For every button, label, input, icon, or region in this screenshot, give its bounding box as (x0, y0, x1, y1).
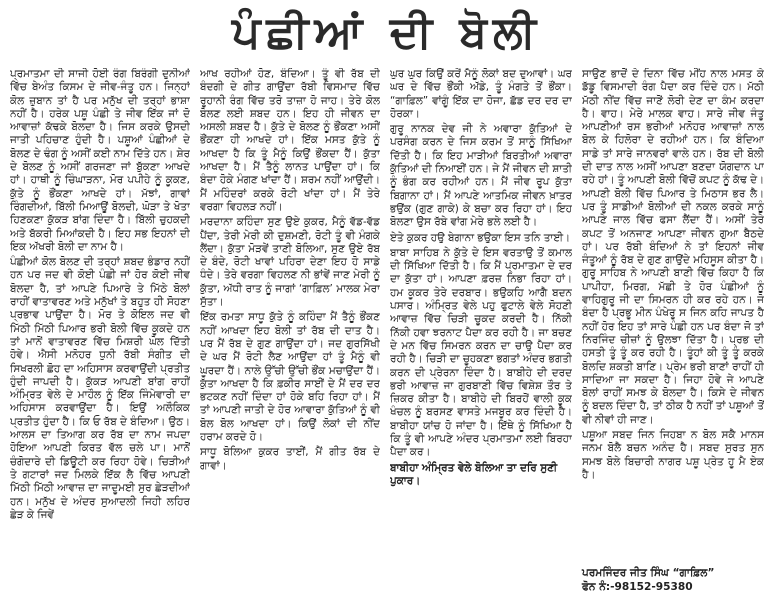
paragraph: ਬਾਬਾ ਸਾਹਿਬ ਨੇ ਕੁੱਤੇ ਦੇ ਇਸ ਵਰਤਾਉ ਤੋਂ ਕਮਾਲ ਦੀ ਸਿੱਖਿਆ ਦਿੱਤੀ ਹੈ। ਕਿ ਮੈਂ ਪ੍ਰਮਾਤਮਾ ਦੇ ਦਰ ਦਾ ਕੁੱਤਾ ਹਾਂ। ਆਪਣਾ ਫ਼ਰਜ਼ ਨਿਭਾ ਰਿਹਾ ਹਾਂ। ਹਮ ਕੂਕਰ ਤੇਰੇ ਦਰਬਾਰ। ਭਉਕਹਿ ਆਗੈ ਬਦਨ ਪਸਾਰ। ਅੰਮ੍ਰਿਤ ਵੇਲੇ ਪਹੁ ਫੁਟਾਲੇ ਵੇਲੇ ਸੋਹਣੀ ਆਵਾਜ਼ ਵਿੱਚ ਚਿੜੀ ਚੂਕਦ ਕਰਦੀ ਹੈ। ਨਿੱਕੀ ਨਿੱਕੀ ਹਵਾ ਝਰਨਾਟ ਪੈਦਾ ਕਰ ਰਹੀ ਹੈ। ਜਾ ਬਚਣ ਦੇ ਮਨ ਵਿੱਚ ਸਿਮਰਨ ਕਰਨ ਦਾ ਚਾਉ ਪੈਦਾ ਕਰ ਰਹੀ ਹੈ। ਚਿੜੀ ਦਾ ਚੂਹਕਣਾ ਭਗਤਾਂ ਅੰਦਰ ਭਗਤੀ ਕਰਨ ਦੀ ਪ੍ਰੇਰਨਾ ਦਿੰਦਾ ਹੈ। ਬਾਬੀਹੇ ਦੀ ਦਰਦ ਭਰੀ ਆਵਾਜ਼ ਜਾ ਗੁਰਬਾਣੀ ਵਿੱਚ ਵਿਸ਼ੇਸ਼ ਤੌਰ ਤੇ ਜ਼ਿਕਰ ਕੀਤਾ ਹੈ। ਬਾਬੀਹੇ ਦੀ ਬਿਰਹੋਂ ਵਾਲੀ ਕੂਕ ਖੰਚਲ ਨੂੰ ਬਰਸਣ ਵਾਸਤੇ ਮਜਬੂਰ ਕਰ ਦਿੰਦੀ ਹੈ। ਬਾਬੀਹਾ ਯਾਂਚ ਹੋ ਜਾਂਦਾ ਹੈ। ਇੱਥੇ ਨੂੰ ਸਿੱਖਿਆ ਹੈ ਕਿ ਤੂੰ ਵੀ ਆਪਣੇ ਅੰਦਰ ਪ੍ਰਮਾਤਮਾ ਲਈ ਬਿਰਹਾ ਪੈਦਾ ਕਰ। (390, 246, 572, 459)
paragraph: ਪ੍ਰਮਾਤਮਾ ਦੀ ਸਾਜੀ ਹੋਈ ਰੰਗ ਬਿਰੰਗੀ ਦੁਨੀਆਂ ਵਿੱਚ ਬੇਅੰਤ ਕਿਸਮ ਦੇ ਜੀਵ-ਜੰਤੂ ਹਨ। ਜਿਨ੍ਹਾਂ ਕੋਲ ਜ਼ੁਬਾਨ ਤਾਂ ਹੈ ਪਰ ਮਨੁੱਖ ਦੀ ਤਰ੍ਹਾਂ ਭਾਸ਼ਾ ਨਹੀਂ ਹੈ। ਹਰੇਕ ਪਸ਼ੂ ਪੰਛੀ ਤੇ ਜੀਵ ਇੱਕ ਜਾਂ ਦੋ ਆਵਾਜ਼ਾਂ ਕੱਢਕੇ ਬੋਲਦਾ ਹੈ। ਜਿਸ ਕਰਕੇ ਉਸਦੀ ਜਾਤੀ ਪਹਿਚਾਣ ਹੁੰਦੀ ਹੈ। ਪਸ਼ੂਆਂ ਪੰਛੀਆਂ ਦੇ ਬੋਲਣ ਦੇ ਢੰਗ ਨੂੰ ਅਸੀਂ ਕਈ ਨਾਮ ਦਿੱਤੇ ਹਨ। ਸ਼ੇਰ ਦੇ ਬੋਲਣ ਨੂੰ ਅਸੀਂ ਗਰਜਣਾ ਜਾਂ ਬੁੱਕਣਾ ਆਖਦੇ ਹਾਂ। ਹਾਥੀ ਨੂੰ ਚਿੰਘਾੜਨਾ, ਮੋਰ ਪਪੀਹੇ ਨੂੰ ਕੂਕਣ, ਕੁੱਤੇ ਨੂੰ ਭੌਂਕਣਾ ਆਖਦੇ ਹਾਂ। ਮੱਝਾਂ, ਗਾਵਾਂ ਰਿੰਗਦੀਆਂ, ਬਿੱਲੀ ਮਿਆਊਂ ਬੋਲਦੀ, ਘੋੜਾ ਤੇ ਖੋਤਾ ਹਿਣਕਣਾ ਕੁੱਕੜ ਬਾਂਗ ਦਿੰਦਾ ਹੈ। ਬਿੱਲੀ ਚੁਹਕਦੀ ਅਤੇ ਬੱਕਰੀ ਮਿਆਂਕਦੀ ਹੈ। ਇਹ ਸਭ ਇਹਨਾਂ ਦੀ ਇਕ ਅੱਖਰੀ ਬੋਲੀ ਦਾ ਨਾਮ ਹੈ। (10, 68, 190, 253)
paragraph: ਆਖ ਰਹੀਆਂ ਹੋਣ, ਬੰਦਿਆ। ਤੂੰ ਵੀ ਰੱਬ ਦੀ ਬੰਦਗੀ ਦੇ ਗੀਤ ਗਾਉਂਦਾ ਰੱਬੀ ਵਿਸਮਾਦ ਵਿੱਚ ਰੂਹਾਨੀ ਰੰਗ ਵਿੱਚ ਤਰੋ ਤਾਜ਼ਾ ਹੋ ਜਾਹ। ਤੇਰੇ ਕੋਲ ਬੋਲਣ ਲਈ ਸ਼ਬਦ ਹਨ। ਇਹ ਹੀ ਜੀਵਨ ਦਾ ਅਸਲੀ ਸ਼ਬਦ ਹੈ। ਕੁੱਤੇ ਦੇ ਬੋਲਣ ਨੂੰ ਭੌਂਕਣਾ ਅਸੀਂ ਭੌਂਕਣਾ ਹੀ ਆਖਦੇ ਹਾਂ। ਇੱਕ ਮਸਤ ਕੁੱਤੇ ਨੂੰ ਆਖਦਾ ਹੈ ਕਿ ਤੂੰ ਮੈਨੂੰ ਕਿਉਂ ਭੌਂਕਦਾ ਹੈਂ। ਕੁੱਤਾ ਆਖਦਾ ਹੈ। ਮੈਂ ਤੈਨੂੰ ਲਾਨਤ ਪਾਉਂਦਾ ਹਾਂ। ਕਿ ਬੰਦਾ ਹੋਕੇ ਮੰਗਣ ਖਾਂਦਾ ਹੈਂ। ਸ਼ਰਮ ਨਹੀਂ ਆਉਂਦੀ। ਮੈਂ ਮਹਿੰਦਰਾਂ ਕਰਕੇ ਰੋਟੀ ਖਾਂਦਾ ਹਾਂ। ਮੈਂ ਤੇਰੇ ਵਰਗਾ ਵਿਹਲੜ ਨਹੀਂ। (200, 68, 380, 213)
article-column-3 (390, 68, 572, 603)
article-title: ਪੰਛੀਆਂ ਦੀ ਬੋਲੀ (232, 7, 542, 58)
paragraph: ਇੱਕ ਰਮਤਾ ਸਾਧੂ ਕੁੱਤੇ ਨੂੰ ਕਹਿੰਦਾ ਮੈਂ ਤੈਨੂੰ ਭੌਂਕਣ ਨਹੀਂ ਆਖਦਾ ਇਹ ਬੋਲੀ ਤਾਂ ਰੱਬ ਦੀ ਦਾਤ ਹੈ। ਪਰ ਮੈਂ ਰੱਬ ਦੇ ਗੁਣ ਗਾਉਂਦਾ ਹਾਂ। ਜਦ ਗੁਰਸਿੱਖੀ ਦੇ ਘਰ ਮੈਂ ਰੋਟੀ ਲੈਣ ਆਉਂਦਾ ਹਾਂ ਤੂੰ ਮੈਨੂੰ ਵੀ ਘੂਰਦਾ ਹੈਂ। ਨਾਲੇ ਉੱਚੀ ਉੱਚੀ ਭੌਂਕ ਮਚਾਉਂਦਾ ਹੈਂ। ਕੁੱਤਾ ਆਖਦਾ ਹੈ ਕਿ ਫ਼ਕੀਰ ਸਾਈਂ ਦੇ ਮੈਂ ਦਰ ਦਰ ਭਟਕਣ ਨਹੀਂ ਦਿੰਦਾ ਹਾਂ ਹੋਕੇ ਬਹਿ ਰਿਹਾ ਹਾਂ। ਮੈਂ ਤਾਂ ਆਪਣੀ ਜਾਤੀ ਦੇ ਹੋਰ ਆਵਾਰਾ ਕੁੱਤਿਆਂ ਨੂੰ ਵੀ ਬੋਲ ਬੋਲ ਆਖਦਾ ਹਾਂ। ਕਿਉਂ ਲੋਕਾਂ ਦੀ ਨੀਂਦ ਹਰਾਮ ਕਰਦੇ ਹੋ। (200, 311, 380, 444)
article-column-2 (200, 68, 380, 548)
article-column-1 (10, 68, 190, 548)
author-phone: ਫੋਨ ਨੰ:-98152-95380 (582, 581, 693, 593)
verse: ਮਰਦਾਨਾ ਕਹਿੰਦਾ ਸੁਣ ਉਏ ਕੁਕਰ, ਮੈਨੂੰ ਵੱਡ-ਵੱਡ ਪੈਂਦਾ, ਤੇਰੀ ਮੇਰੀ ਕੀ ਦੁਸ਼ਮਣੀ, ਰੋਟੀ ਤੂੰ ਵੀ ਮੰਗਕੇ ਲੈਂਦਾ। ਕੁੱਤਾ ਮੋੜਵੇਂ ਤਾਣੀ ਬੋਲਿਆ, ਸੁਣ ਉਏ ਰੱਬ ਦੇ ਬੰਦੇ, ਰੋਟੀ ਖਾਵਾਂ ਪਹਿਰਾ ਦੇਣਾ ਇਹ ਹੋ ਸਾਡੇ ਧੰਦੇ। ਤੇਰੇ ਵਰਗਾ ਵਿਹਲਣ ਨੀ ਭਾਂਵੇਂ ਜਾਣ ਮੇਰੀ ਨੂੰ ਕੁੱਤਾ, ਅੱਧੀ ਰਾਤ ਨੂੰ ਜਾਗਾਂ ‘ਗਾਫ਼ਿਲ’ ਮਾਲਕ ਮੇਰਾ ਸੁੱਤਾ। (200, 216, 380, 309)
verse: ਘੁਰ ਘੁਰ ਕਿਉਂ ਕਰੇਂ ਮੈਨੂੰ ਲੋਕਾਂ ਬਦ ਦੁਆਵਾਂ। ਘਰ ਘਰ ਦੇ ਵਿੱਚ ਭੌਂਕੀ ਅੱਡੇ, ਤੂੰ ਮੰਗਤੇ ਤੋਂ ਭੌਂਕਾ। “ਗਾਫ਼ਿਲ” ਵਾਂਗੂੰ ਇੱਕ ਦਾ ਹੋਜਾ, ਛੱਡ ਦਰ ਦਰ ਦਾ ਹੋਰਕਾ। (390, 68, 572, 120)
author-name: ਪਰਮਜਿੰਦਰ ਜੀਤ ਸਿੰਘ “ਗਾਫ਼ਿਲ” (582, 567, 715, 579)
paragraph: ਸਾਉਣ ਭਾਦੋਂ ਦੇ ਦਿਨਾ ਵਿੱਚ ਮੀਂਹ ਨਾਲ ਮਸਤ ਕੇ ਡੱਡੂ ਵਿਸਮਾਦੀ ਰੰਗ ਪੈਦਾ ਕਰ ਦਿੰਦੇ ਹਨ। ਮੱਠੀ ਮੱਠੀ ਨੀਂਦ ਵਿੱਚ ਜਾਣੋਂ ਲੋਰੀ ਦੇਣ ਦਾ ਕੰਮ ਕਰਦਾ ਹੈ। ਵਾਹ। ਮੇਰੇ ਮਾਲਕ ਵਾਹ। ਸਾਰੇ ਜੀਵ ਜੰਤੂ ਆਪਣੀਆਂ ਰਸ ਭਰੀਆਂ ਮਨੋਹਰ ਆਵਾਜ਼ਾਂ ਨਾਲ ਬੋਲ ਕੇ ਹਿਲੋਰਾ ਦੇ ਰਹੀਆਂ ਹਨ। ਕਿ ਬੰਦਿਆ ਸਾਡੇ ਤਾਂ ਸਾਰੇ ਜਾਨਵਰਾਂ ਵਾਲੇ ਹਨ। ਰੱਬ ਦੀ ਬੋਲੀ ਦੀ ਦਾਤ ਨਾਲ ਅਸੀਂ ਆਪਣਾ ਬਣਦਾ ਯੋਗਦਾਨ ਪਾ ਰਹੇ ਹਾਂ। ਤੂੰ ਆਪਣੀ ਬੋਲੀ ਵਿੱਚੋਂ ਕਪਟ ਨੂੰ ਕੱਢ ਦੇ। ਆਪਣੀ ਬੋਲੀ ਵਿੱਚ ਪਿਆਰ ਤੇ ਮਿਠਾਸ ਭਰ ਲੈ। ਪਰ ਤੂੰ ਸਾਡੀਆਂ ਬੋਲੀਆਂ ਦੀ ਨਕਲ ਕਰਕੇ ਸਾਨੂੰ ਆਪਣੇ ਜਾਲ ਵਿੱਚ ਫਸਾ ਲੈਂਦਾ ਹੈਂ। ਅਸੀਂ ਤੇਰੇ ਕਪਟ ਤੋਂ ਅਨਜਾਣ ਆਪਣਾ ਜੀਵਨ ਗੁਆ ਬੈਠਦੇ ਹਾਂ। ਪਰ ਰੱਬੀ ਬੰਦਿਆਂ ਨੇ ਤਾਂ ਇਹਨਾਂ ਜੀਵ ਜੰਤੂਆਂ ਨੂੰ ਰੱਬ ਦੇ ਗੁਣ ਗਾਉਂਦੇ ਮਹਿਸੂਸ ਕੀਤਾ ਹੈ। ਗੁਰੂ ਸਾਹਿਬ ਨੇ ਆਪਣੀ ਬਾਣੀ ਵਿੱਚ ਕਿਹਾ ਹੈ ਕਿ ਪਾਪੀਹਾ, ਮਿਰਗ, ਮੱਛੀ ਤੇ ਹੋਰ ਪੰਛੀਆਂ ਨੂੰ ਵਾਹਿਗੁਰੂ ਜੀ ਦਾ ਸਿਮਰਨ ਹੀ ਕਰ ਰਹੇ ਹਨ। ਜੋ ਬੰਦਾ ਹੈ ਪ੍ਰਭੂ ਮੀਨ ਪੰਖੇਰੂ ਸ ਜਿਨ ਕਹਿ ਜਾਪਤ ਹੈ ਨਹੀਂ ਹੋਰ ਇਹ ਤਾਂ ਸਾਰੇ ਪੰਛੀ ਹਨ ਪਰ ਬੰਦਾ ਜੋ ਤਾਂ ਨਿਰਜਿੰਦ ਚੀਜ਼ਾਂ ਨੂੰ ਉਲਝਾ ਦਿੱਤਾ ਹੈ। ਪ੍ਰਭ ਦੀ ਹਸਤੀ ਤੂੰ ਤੂੰ ਕਰ ਰਹੀ ਹੈ। ਤੂੰਹਾਂ ਕੀ ਤੂੰ ਤੂੰ ਕਰਕੇ ਬੋਲਦਿ ਸ਼ਕਤੀ ਬਾਣਿ। ਪ੍ਰੇਮ ਭਰੀ ਬਾਣਾਂ ਰਾਹੀਂ ਹੀ ਸਾਦਿਆ ਜਾ ਸਕਦਾ ਹੈ। ਜਿਹਾ ਹੋਵੇ ਜੇ ਆਪਣੇ ਬੋਲਾਂ ਰਾਹੀਂ ਸਮਝ ਕੇ ਬੋਲਦਾ ਹੈ। ਕਿਸੇ ਦੇ ਜੀਵਨ ਨੂੰ ਬਦਲ ਦਿੰਦਾ ਹੈ, ਤਾਂ ਠੀਕ ਹੈ ਨਹੀਂ ਤਾਂ ਪਸ਼ੂਆਂ ਤੋਂ ਵੀ ਨੀਵਾਂ ਹੀ ਜਾਣ। (582, 68, 764, 426)
paragraph: ਗੁਰੂ ਨਾਨਕ ਦੇਵ ਜੀ ਨੇ ਅਵਾਰਾ ਕੁੱਤਿਆਂ ਦੇ ਪਰਸੰਗ ਕਰਨ ਦੇ ਜਿਸ ਕਰਮ ਤੋਂ ਸਾਨੂੰ ਸਿੱਖਿਆ ਦਿੱਤੀ ਹੈ। ਕਿ ਇਹ ਮਾੜੀਆਂ ਬਿਰਤੀਆਂ ਅਵਾਰਾ ਕੁੱਤਿਆਂ ਦੀ ਨਿਆਈਂ ਹਨ। ਜੇ ਮੈਂ ਜੀਵਨ ਦੀ ਸ਼ਾਤੀ ਨੂੰ ਭੰਗ ਕਰ ਰਹੀਆਂ ਹਨ। ਮੈਂ ਜੀਵ ਰੂਪ ਕੁੱਤਾ ਬਿਗਾਨਾ ਹਾਂ। ਮੈਂ ਆਪਣੇ ਆਤਮਿਕ ਜੀਵਨ ਖ਼ਾਤਰ ਭਉਂਕ (ਗੁਣ ਗਾਕੇ) ਕੇ ਬਚਾ ਕਰ ਰਿਹਾ ਹਾਂ। ਇਹ ਬੋਲਣਾ ਉਸ ਰੱਬੇ ਵਾਂਗ ਮੇਰੇ ਭਲੇ ਲਈ ਹੈ। (390, 123, 572, 229)
verse: ਸਾਧੂ ਬੋਲਿਆ ਕੁਕਰ ਤਾਈਂ, ਮੈਂ ਗੀਤ ਰੱਬ ਦੇ ਗਾਵਾਂ। (200, 446, 380, 472)
verse: ਪਸ਼ੂਆ ਸਬਦ ਜਿਨ ਜਿਹਬਾ ਨ ਬੋਲ ਸਕੈ ਮਾਨਸ ਜਨਮ ਬੋਲੈ ਬਚਨ ਅਨੰਦ ਹੈ। ਸਬਦ ਸੁਰਤ ਸੁਨ ਸਮਝ ਬੋਲੇ ਬਿਚਾਰੀ ਨਾਗਰ ਪਸ਼ੂ ਪ੍ਰੇਤ ਹੂ ਮੈ ਏਕ ਹੈ। (582, 429, 764, 481)
closing-quote: ਬਾਬੀਹਾ ਅੰਮ੍ਰਿਤ ਵੇਲੇ ਬੋਲਿਆ ਤਾ ਦਰਿ ਸੁਣੀ ਪੁਕਾਰ। (390, 461, 558, 487)
verse: ਏਤੇ ਕੁਕਰ ਹਉ ਬੇਗਾਨਾ ਭਉਕਾ ਇਸ ਤਨਿ ਤਾਈ। (390, 231, 570, 244)
article-column-4 (582, 68, 764, 558)
author-signature (582, 566, 766, 594)
paragraph: ਪੰਛੀਆਂ ਕੋਲ ਬੋਲਣ ਦੀ ਤਰ੍ਹਾਂ ਸ਼ਬਦ ਭੰਡਾਰ ਨਹੀਂ ਹਨ ਪਰ ਜਦ ਵੀ ਕੋਈ ਪੰਛੀ ਜਾਂ ਹੋਰ ਕੋਈ ਜੀਵ ਬੋਲਦਾ ਹੈ, ਤਾਂ ਆਪਣੇ ਪਿਆਰੇ ਤੇ ਮਿੱਠੇ ਬੋਲਾਂ ਰਾਹੀਂ ਵਾਤਾਵਰਣ ਅਤੇ ਮਨੁੱਖਾਂ ਤੇ ਬਹੁਤ ਹੀ ਸੋਹਣਾ ਪ੍ਰਭਾਵ ਪਾਉਂਦਾ ਹੈ। ਮੋਰ ਤੇ ਕੋਇਲ ਜਦ ਵੀ ਮਿੱਠੀ ਮਿੱਠੀ ਪਿਆਰ ਭਰੀ ਬੋਲੀ ਵਿੱਚ ਕੂਕਦੇ ਹਨ ਤਾਂ ਮਾਨੋਂ ਵਾਤਾਵਰਣ ਵਿੱਚ ਮਿਸ਼ਰੀ ਘੋਲ ਦਿੱਤੀ ਹੋਵੇ। ਐਸੀ ਮਨੋਹਰ ਧੁਨੀ ਰੱਬੀ ਸੰਗੀਤ ਦੀ ਸਿਖਰਲੀ ਛੋਹ ਦਾ ਅਹਿਸਾਸ ਕਰਵਾਉਂਦੀ ਪ੍ਰਤੀਤ ਹੁੰਦੀ ਜਾਪਦੀ ਹੈ। ਕੁੱਕੜ ਆਪਣੀ ਬਾਂਗ ਰਾਹੀਂ ਅੰਮ੍ਰਿਤ ਵੇਲੇ ਦੇ ਮਾਹੌਲ ਨੂੰ ਇੱਕ ਜਿੰਮੇਵਾਰੀ ਦਾ ਅਹਿਸਾਸ ਕਰਵਾਉਂਦਾ ਹੈ। ਇਉਂ ਅਲੌਕਿਕ ਪ੍ਰਤੀਤ ਹੁੰਦਾ ਹੈ। ਕਿ ਓ ਰੱਬ ਦੇ ਬੰਦਿਆ। ਉਠ। ਆਲਸ ਦਾ ਤਿਆਗ ਕਰ ਰੱਬ ਦਾ ਨਾਮ ਜਪਦਾ ਹੋਇਆ ਆਪਣੀ ਕਿਰਤ ਵੱਲ ਚਲੇ ਪਾ। ਮਾਨੋਂ ਚੰਗੋਦਾਰੇ ਦੀ ਡਿਊਟੀ ਕਰ ਰਿਹਾ ਹੋਵੇ। ਚਿੜੀਆਂ ਤੇ ਗਟਾਰਾਂ ਜਦ ਮਿਲਕੇ ਇੱਕ ਲੈ ਵਿੱਚ ਆਪਣੀ ਮਿੱਠੀ ਮਿੱਠੀ ਆਵਾਜ਼ ਦਾ ਜਾਦੂਮਈ ਸੁਰ ਛੇੜਦੀਆਂ ਹਨ। ਮਨੁੱਖ ਦੇ ਅੰਦਰ ਸੁਆਦਲੀ ਜਿਹੀ ਲਹਿਰ ਛੇੜ ਕੇ ਜਿਵੇਂ (10, 256, 190, 521)
